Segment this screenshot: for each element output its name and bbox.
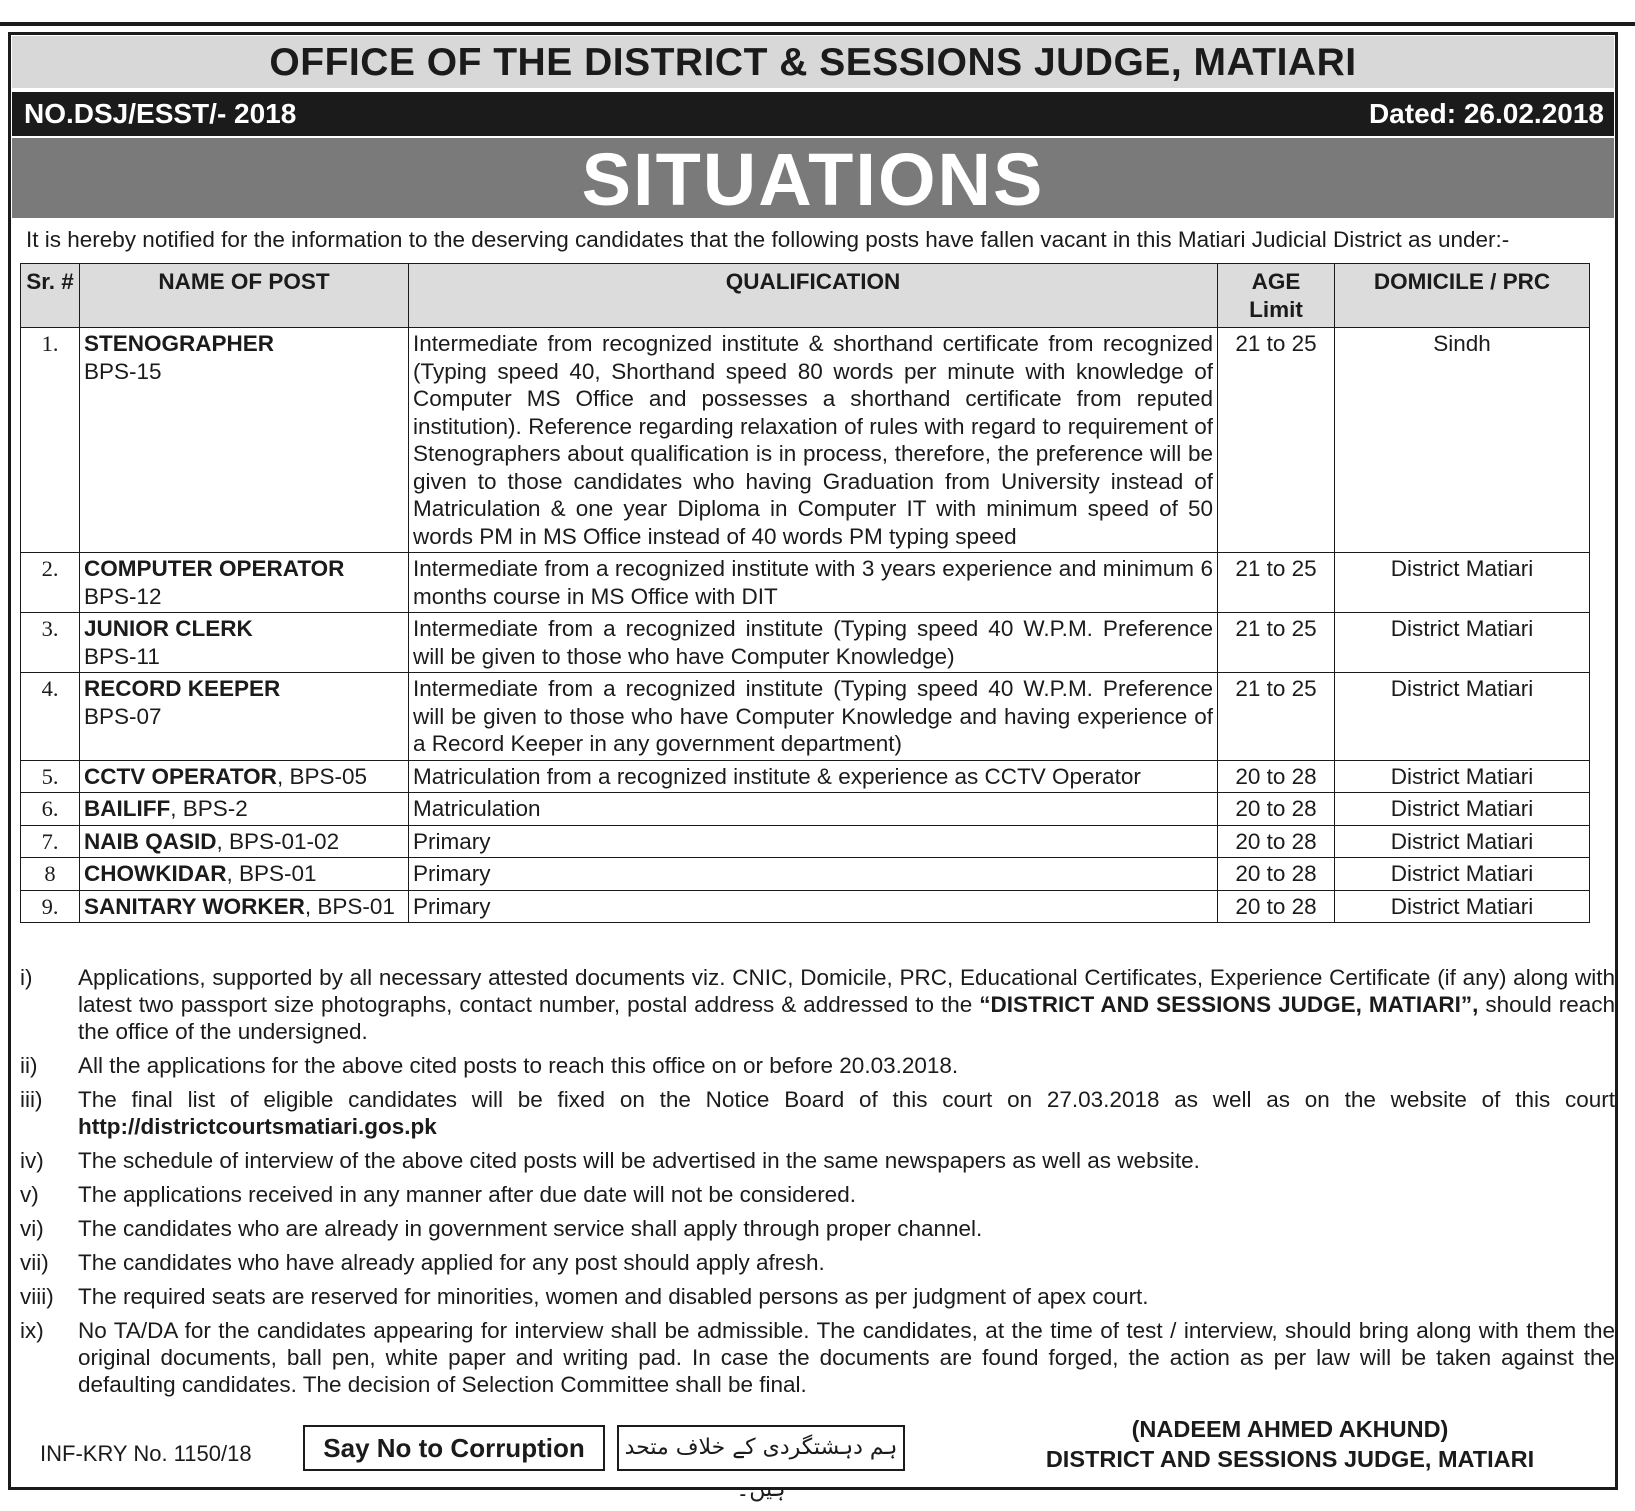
row-sr: 9. <box>21 890 80 923</box>
row-post <box>80 553 409 613</box>
conditions-list <box>20 964 1615 1405</box>
row-domicile: District Matiari <box>1335 825 1590 858</box>
post-name: RECORD KEEPER <box>84 676 281 701</box>
post-name: STENOGRAPHER <box>84 331 275 356</box>
list-item-text: All the applications for the above cited posts to reach this office on or before 20.03.2018. <box>78 1053 959 1078</box>
list-item-number: ix) <box>20 1318 44 1343</box>
table-row <box>21 858 1590 891</box>
row-age: 21 to 25 <box>1218 328 1335 553</box>
post-grade: , BPS-01-02 <box>216 828 340 854</box>
table-row <box>21 890 1590 923</box>
list-item-text: The candidates who have already applied for any post should apply afresh. <box>78 1250 825 1275</box>
row-sr: 2. <box>21 553 80 613</box>
row-qualification: Intermediate from recognized institute & shorthand certificate from recognized (Typing speed 40, Shorthand speed 80 words per minute with knowledge of Computer MS Office and possesses a shorthand certificate from reputed institution). Reference regarding relaxation of rules with regard to requirement of Stenographers about qualification is in process, therefore, the preference will be given to those candidates who having Graduation from University instead of Matriculation & one year Diploma in Computer IT with minimum speed of 50 words PM in MS Office instead of 40 words PM typing speed <box>409 328 1218 553</box>
addressee: “DISTRICT AND SESSIONS JUDGE, MATIARI”, <box>979 992 1479 1017</box>
list-item-number: iii) <box>20 1087 43 1112</box>
row-age: 20 to 28 <box>1218 760 1335 793</box>
table-row <box>21 825 1590 858</box>
table-row <box>21 673 1590 761</box>
post-name: NAIB QASID <box>84 828 217 854</box>
list-item-body-end: should reach the office of the undersigned. <box>78 992 1615 1044</box>
situations-heading: SITUATIONS <box>12 138 1614 218</box>
post-grade: , BPS-2 <box>170 796 248 821</box>
post-grade: , BPS-01 <box>304 893 395 919</box>
row-post <box>80 328 409 553</box>
post-grade: , BPS-01 <box>226 861 317 886</box>
list-item-body: The final list of eligible candidates will be fixed on the Notice Board of this court on 27.03.2018 as well as on the website of this court <box>78 1087 1615 1112</box>
reference-number: NO.DSJ/ESST/- 2018 <box>24 98 297 129</box>
table-row <box>21 793 1590 826</box>
list-item-text: No TA/DA for the candidates appearing for interview shall be admissible. The candidates, at the time of test / interview, should bring along with them the original documents, ball pen, white paper and writing pad. In case the documents are found forged, the action as per law will be taken against the defaulting candidates. The decision of Selection Committee shall be final. <box>78 1318 1615 1397</box>
row-sr: 8 <box>21 858 80 891</box>
row-sr: 4. <box>21 673 80 761</box>
posts-table <box>20 263 1590 923</box>
intro-text: It is hereby notified for the information to the deserving candidates that the following posts have fallen vacant in this Matiari Judicial District as under:- <box>26 227 1510 252</box>
row-domicile: District Matiari <box>1335 673 1590 761</box>
list-item <box>20 1086 1615 1140</box>
row-sr: 1. <box>21 328 80 553</box>
header-sr: Sr. # <box>21 264 80 328</box>
row-qualification: Primary <box>409 890 1218 923</box>
post-name: BAILIFF <box>84 796 171 821</box>
row-domicile: District Matiari <box>1335 553 1590 613</box>
urdu-slogan: ہم دہشتگردی کے خلاف متحد ہیں۔ <box>617 1425 905 1471</box>
header-domicile: DOMICILE / PRC <box>1335 264 1590 328</box>
header-age: AGE Limit <box>1218 264 1335 328</box>
row-qualification: Matriculation <box>409 793 1218 826</box>
row-post <box>80 673 409 761</box>
row-domicile: District Matiari <box>1335 760 1590 793</box>
row-domicile: District Matiari <box>1335 793 1590 826</box>
table-header-row <box>21 264 1590 328</box>
header-qualification: QUALIFICATION <box>409 264 1218 328</box>
post-name: SANITARY WORKER <box>84 893 305 919</box>
office-title: OFFICE OF THE DISTRICT & SESSIONS JUDGE, MATIARI <box>12 36 1614 88</box>
list-item <box>20 1147 1615 1174</box>
list-item-text <box>78 1086 1615 1140</box>
row-post <box>80 613 409 673</box>
list-item <box>20 1317 1615 1398</box>
top-rule <box>0 22 1635 26</box>
row-sr: 7. <box>21 825 80 858</box>
signature-block <box>1010 1414 1570 1474</box>
row-domicile: District Matiari <box>1335 890 1590 923</box>
list-item-text: The schedule of interview of the above cited posts will be advertised in the same newspapers as well as website. <box>78 1148 1200 1173</box>
list-item <box>20 1181 1615 1208</box>
row-sr: 6. <box>21 793 80 826</box>
reference-bar <box>12 92 1614 136</box>
row-age: 20 to 28 <box>1218 890 1335 923</box>
list-item-number: i) <box>20 965 33 990</box>
row-qualification: Matriculation from a recognized institute & experience as CCTV Operator <box>409 760 1218 793</box>
row-qualification: Intermediate from a recognized institute (Typing speed 40 W.P.M. Preference will be given to those who have Computer Knowledge) <box>409 613 1218 673</box>
list-item-number: vi) <box>20 1216 44 1241</box>
post-grade: BPS-11 <box>84 643 160 669</box>
row-domicile: District Matiari <box>1335 858 1590 891</box>
list-item-text: The candidates who are already in government service shall apply through proper channel. <box>78 1216 983 1241</box>
post-grade: BPS-15 <box>84 358 162 384</box>
row-sr: 3. <box>21 613 80 673</box>
header-post: NAME OF POST <box>80 264 409 328</box>
post-name: JUNIOR CLERK <box>84 616 253 641</box>
list-item-number: viii) <box>20 1284 54 1309</box>
row-domicile: Sindh <box>1335 328 1590 553</box>
row-sr: 5. <box>21 760 80 793</box>
row-post <box>80 825 409 858</box>
inf-number: INF-KRY No. 1150/18 <box>40 1441 252 1466</box>
row-age: 20 to 28 <box>1218 825 1335 858</box>
table-row <box>21 613 1590 673</box>
list-item <box>20 1249 1615 1276</box>
list-item-number: iv) <box>20 1148 44 1173</box>
list-item-number: ii) <box>20 1053 38 1078</box>
row-post <box>80 858 409 891</box>
list-item-body: Applications, supported by all necessary attested documents viz. CNIC, Domicile, PRC, Educational Certificates, Experience Certificate (if any) along with latest two passport size photographs, contact number, postal address & addressed to the <box>78 965 1615 1017</box>
signatory-title: DISTRICT AND SESSIONS JUDGE, MATIARI <box>1045 1446 1535 1472</box>
list-item-number: v) <box>20 1182 39 1207</box>
row-post <box>80 760 409 793</box>
row-post <box>80 793 409 826</box>
list-item-text: The required seats are reserved for minorities, women and disabled persons as per judgment of apex court. <box>78 1284 1149 1309</box>
row-age: 20 to 28 <box>1218 793 1335 826</box>
list-item <box>20 964 1615 1045</box>
post-grade: , BPS-05 <box>276 763 367 789</box>
post-name: COMPUTER OPERATOR <box>84 556 345 581</box>
row-domicile: District Matiari <box>1335 613 1590 673</box>
anti-corruption-slogan: Say No to Corruption <box>303 1425 605 1471</box>
row-qualification: Intermediate from a recognized institute with 3 years experience and minimum 6 months course in MS Office with DIT <box>409 553 1218 613</box>
row-qualification: Primary <box>409 825 1218 858</box>
notice-date: Dated: 26.02.2018 <box>1368 98 1604 129</box>
list-item <box>20 1215 1615 1242</box>
row-age: 21 to 25 <box>1218 673 1335 761</box>
row-age: 21 to 25 <box>1218 553 1335 613</box>
table-row <box>21 328 1590 553</box>
post-grade: BPS-07 <box>84 703 162 729</box>
row-age: 20 to 28 <box>1218 858 1335 891</box>
table-row <box>21 760 1590 793</box>
list-item-number: vii) <box>20 1250 49 1275</box>
row-qualification: Primary <box>409 858 1218 891</box>
list-item <box>20 1283 1615 1310</box>
list-item-text <box>78 964 1615 1045</box>
list-item-text: The applications received in any manner after due date will not be considered. <box>78 1182 856 1207</box>
post-grade: BPS-12 <box>84 583 162 609</box>
post-name: CCTV OPERATOR <box>84 763 277 789</box>
website-link[interactable]: http://districtcourtsmatiari.gos.pk <box>78 1114 437 1139</box>
list-item <box>20 1052 1615 1079</box>
post-name: CHOWKIDAR <box>84 861 227 886</box>
row-qualification: Intermediate from a recognized institute (Typing speed 40 W.P.M. Preference will be given to those who have Computer Knowledge and having experience of a Record Keeper in any government department) <box>409 673 1218 761</box>
signatory-name: (NADEEM AHMED AKHUND) <box>1131 1416 1449 1442</box>
table-row <box>21 553 1590 613</box>
row-age: 21 to 25 <box>1218 613 1335 673</box>
row-post <box>80 890 409 923</box>
